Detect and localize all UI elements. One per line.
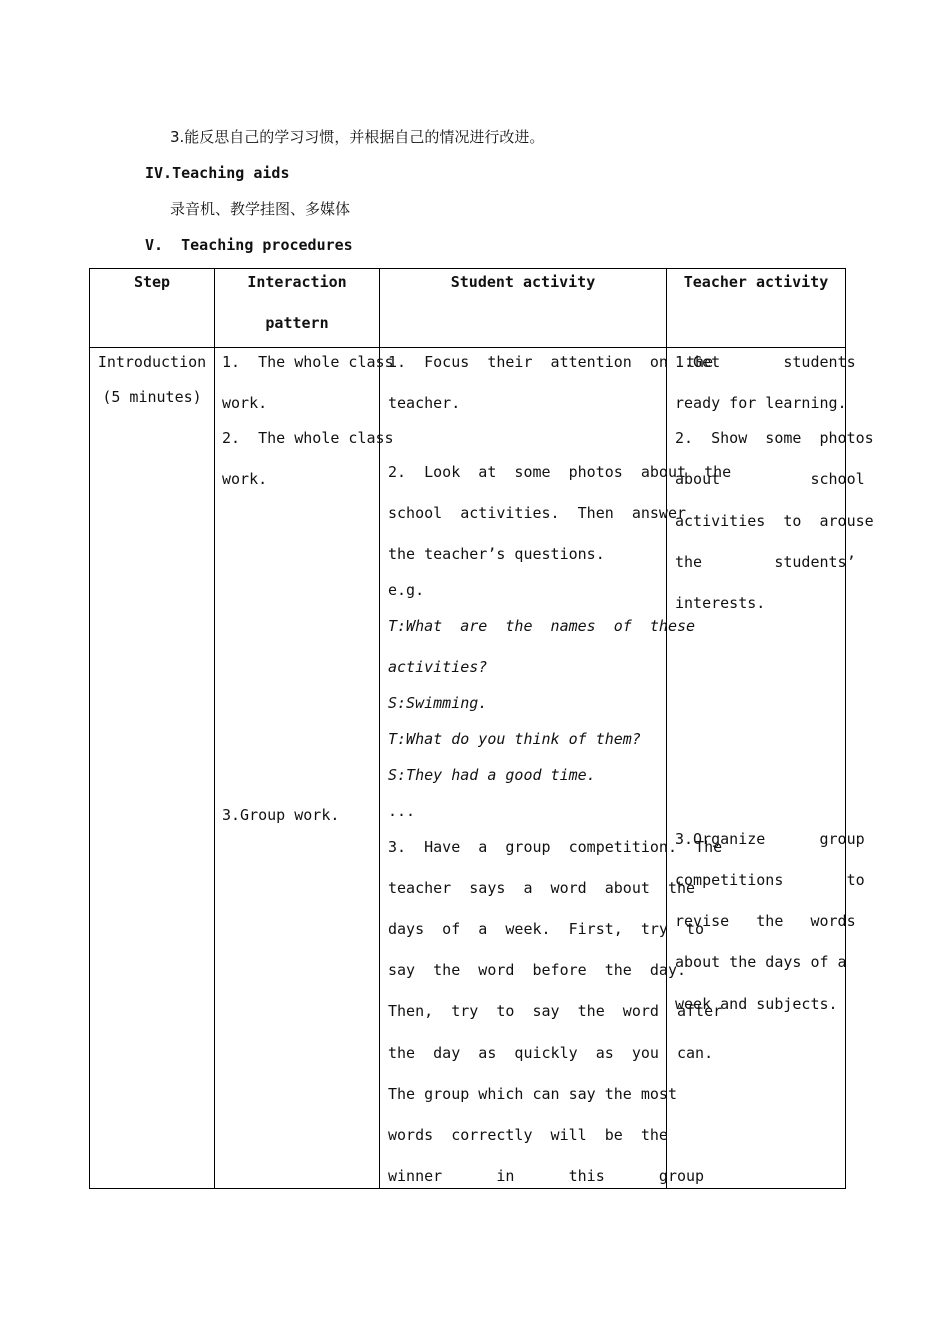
- teacher-line: 2. Show some photos: [675, 429, 874, 447]
- header-interaction-line2: pattern: [265, 314, 329, 332]
- teacher-line: 3.Organize group: [675, 830, 865, 848]
- interaction-1-line2: work.: [222, 394, 268, 412]
- table-col-divider-2: [379, 268, 380, 1189]
- student-line: 3. Have a group competition. The: [388, 838, 723, 856]
- student-dialogue-line: S:Swimming.: [388, 694, 488, 712]
- table-col-divider-1: [214, 268, 215, 1189]
- student-line: e.g.: [388, 581, 425, 599]
- student-line: teacher.: [388, 394, 461, 412]
- student-line: the teacher’s questions.: [388, 545, 605, 563]
- student-dialogue-line: activities?: [388, 658, 488, 676]
- teacher-line: 1.Get students: [675, 353, 856, 371]
- teaching-aids-heading: IV.Teaching aids: [145, 164, 290, 182]
- teacher-line: revise the words: [675, 912, 856, 930]
- student-line: teacher says a word about the: [388, 879, 696, 897]
- teacher-line: competitions to: [675, 871, 865, 889]
- student-dialogue-line: S:They had a good time.: [388, 766, 596, 784]
- teacher-line: interests.: [675, 594, 766, 612]
- student-line: say the word before the day.: [388, 961, 687, 979]
- interaction-1-line1: 1. The whole class: [222, 353, 394, 371]
- student-line: The group which can say the most: [388, 1085, 677, 1103]
- student-line: 2. Look at some photos about the: [388, 463, 732, 481]
- teacher-line: ready for learning.: [675, 394, 847, 412]
- student-dialogue-line: T:What do you think of them?: [388, 730, 641, 748]
- student-line: ...: [388, 802, 416, 820]
- teacher-line: about school: [675, 470, 865, 488]
- table-border-top: [89, 268, 846, 269]
- student-line: the day as quickly as you can.: [388, 1044, 714, 1062]
- header-student-activity: Student activity: [450, 273, 596, 291]
- student-dialogue-line: T:What are the names of these: [388, 617, 696, 635]
- header-teacher-activity: Teacher activity: [683, 273, 829, 291]
- teaching-procedures-heading: V. Teaching procedures: [145, 236, 353, 254]
- teaching-aids-text: 录音机、教学挂图、多媒体: [170, 200, 351, 218]
- student-line: winner in this group: [388, 1167, 705, 1185]
- student-line: school activities. Then answer: [388, 504, 687, 522]
- interaction-2-line2: work.: [222, 470, 268, 488]
- student-line: 1. Focus their attention on the: [388, 353, 714, 371]
- table-header-divider: [89, 347, 846, 348]
- teacher-line: about the days of a: [675, 953, 847, 971]
- student-line: Then, try to say the word after: [388, 1002, 723, 1020]
- interaction-3: 3.Group work.: [222, 806, 340, 824]
- header-step: Step: [133, 273, 171, 291]
- step-duration: (5 minutes): [102, 388, 202, 406]
- teacher-line: activities to arouse: [675, 512, 874, 530]
- teacher-line: the students’: [675, 553, 856, 571]
- objective-3-text: 3.能反思自己的学习习惯，并根据自己的情况进行改进。: [170, 128, 545, 146]
- student-line: days of a week. First, try to: [388, 920, 705, 938]
- teacher-line: week and subjects.: [675, 995, 838, 1013]
- table-border-bottom: [89, 1188, 846, 1189]
- interaction-2-line1: 2. The whole class: [222, 429, 394, 447]
- student-line: words correctly will be the: [388, 1126, 668, 1144]
- step-introduction: Introduction: [97, 353, 207, 371]
- header-interaction-line1: Interaction: [247, 273, 347, 291]
